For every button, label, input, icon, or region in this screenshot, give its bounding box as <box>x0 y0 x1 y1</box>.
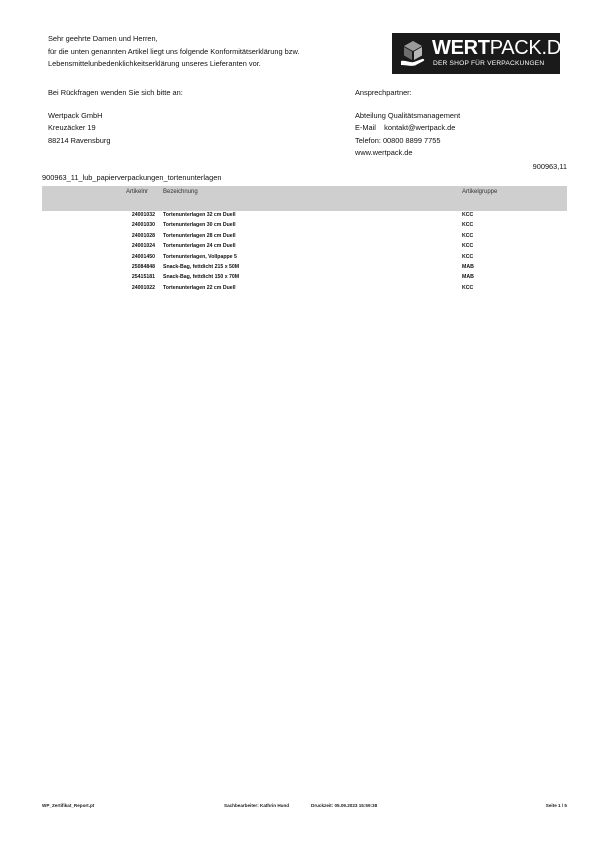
article-table <box>42 211 567 294</box>
article-description: Tortenunterlagen 24 cm Duell <box>163 243 236 250</box>
table-header <box>42 186 567 211</box>
phone: Telefon: 00800 8899 7755 <box>355 135 441 145</box>
company-street: Kreuzäcker 19 <box>48 123 96 133</box>
intro-text <box>48 33 299 71</box>
company-name: Wertpack GmbH <box>48 111 103 120</box>
document-number: 900963,11 <box>532 162 567 171</box>
contact-person-heading: Ansprechpartner: <box>355 88 412 97</box>
article-description: Tortenunterlagen 22 cm Duell <box>163 284 236 291</box>
article-number: 25415181 <box>131 274 155 281</box>
article-number: 24001022 <box>131 284 155 291</box>
table-row <box>42 253 567 263</box>
department: Abteilung Qualitätsmanagement <box>355 111 461 120</box>
salutation: Sehr geehrte Damen und Herren, <box>48 34 158 43</box>
email-link[interactable]: kontakt@wertpack.de <box>384 123 456 133</box>
logo-wordmark: WERTPACK.DE <box>432 37 574 59</box>
footer-editor: Sachbearbeiter: Kathrin Hund <box>224 803 290 808</box>
article-description: Tortenunterlagen, Vollpappe 5 <box>163 253 237 260</box>
header-description: Bezeichnung <box>163 189 198 195</box>
article-number: 24001030 <box>131 222 155 229</box>
table-row <box>42 242 567 252</box>
intro-line-3: Lebensmittelunbedenklichkeitserklärung unseres Lieferanten vor. <box>48 59 261 69</box>
article-group: KCC <box>462 284 474 291</box>
table-row <box>42 273 567 283</box>
intro-line-2: für die unten genannten Artikel liegt uns folgende Konformitätserklärung bzw. <box>48 46 300 56</box>
article-number: 25084848 <box>131 263 155 270</box>
company-address <box>48 110 110 147</box>
table-row <box>42 263 567 273</box>
table-row <box>42 232 567 242</box>
email-line <box>355 122 460 134</box>
footer-print-time: Druckzeit: 05.09.2023 15:59:38 <box>311 803 378 808</box>
article-group: KCC <box>462 253 474 260</box>
article-number: 24001450 <box>131 253 155 260</box>
article-group: KCC <box>462 222 474 229</box>
contact-details <box>355 110 460 160</box>
document-name: 900963_11_lub_papierverpackungen_tortenunterlagen <box>42 173 222 182</box>
table-row <box>42 221 567 231</box>
wertpack-logo <box>392 33 574 74</box>
company-city: 88214 Ravensburg <box>48 135 111 145</box>
inquiry-heading: Bei Rückfragen wenden Sie sich bitte an: <box>48 88 183 97</box>
article-number: 24001028 <box>131 232 155 239</box>
email-label: E-Mail <box>355 123 376 133</box>
article-description: Tortenunterlagen 32 cm Duell <box>163 212 236 218</box>
article-description: Snack-Bag, fettdicht 215 x 50M <box>163 263 240 270</box>
article-number: 24001032 <box>131 212 155 218</box>
article-description: Snack-Bag, fettdicht 150 x 70M <box>163 274 240 281</box>
article-group: KCC <box>462 212 474 218</box>
package-hand-icon <box>400 39 426 67</box>
footer-page-number: Seite 1 / 5 <box>545 803 567 808</box>
article-description: Tortenunterlagen 28 cm Duell <box>163 232 236 239</box>
article-group: KCC <box>462 232 474 239</box>
article-description: Tortenunterlagen 30 cm Duell <box>163 222 236 229</box>
header-article-group: Artikelgruppe <box>462 189 498 195</box>
footer-report-name: WP_Zertifikat_Report.pt <box>42 803 95 808</box>
table-row <box>42 284 567 294</box>
article-group: MAB <box>462 263 474 270</box>
header-article-number: Artikelnr <box>126 189 149 195</box>
logo-tagline: DER SHOP FÜR VERPACKUNGEN <box>433 60 545 67</box>
table-row <box>42 211 567 221</box>
article-number: 24001024 <box>131 243 155 250</box>
website-link[interactable]: www.wertpack.de <box>355 148 413 158</box>
article-group: KCC <box>462 243 474 250</box>
article-group: MAB <box>462 274 474 281</box>
